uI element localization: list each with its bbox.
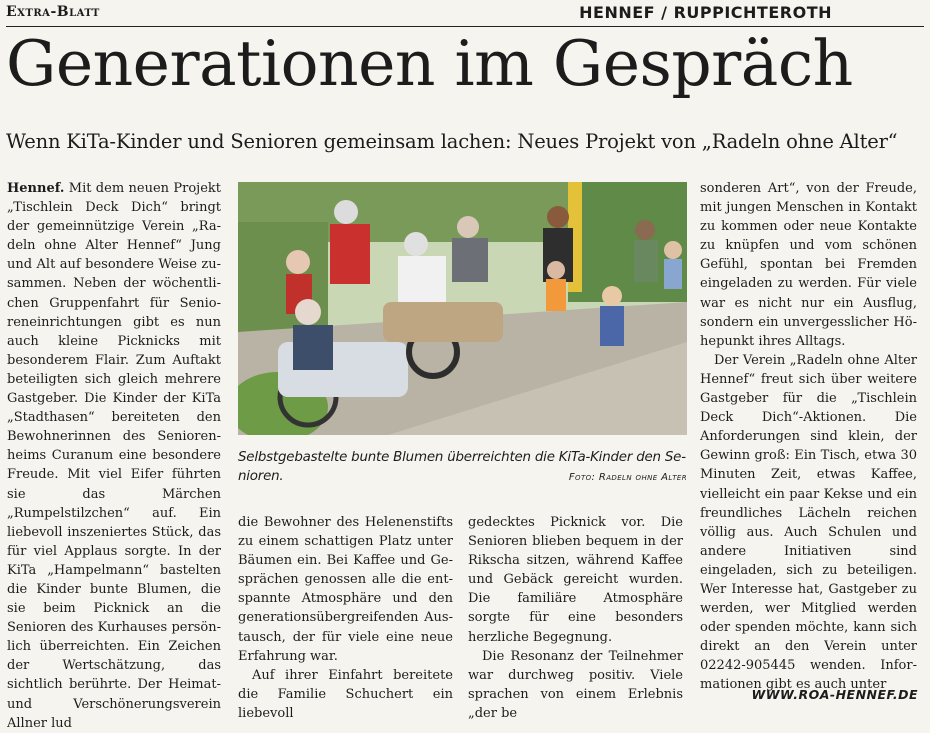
masthead-bar <box>6 0 924 27</box>
column-2 <box>238 513 453 723</box>
paragraph: Die Resonanz der Teilnehmer war durchweg positiv. Viele sprachen von einem Erlebnis „der be <box>468 648 683 721</box>
paragraph <box>7 179 221 733</box>
paragraph: sonderen Art“, von der Freude, mit jungen Menschen in Kontakt zu kommen oder neue Kontakte zu knüpfen und vom schönen Gefühl, spontan bei Fremden eingeladen zu werden. Für viele war es nicht nur ein Ausflug, sondern ein unvergesslicher Höhepunkt ihres Alltags. <box>700 181 917 349</box>
paragraph: Auf ihrer Einfahrt bereitete die Familie Schuchert ein liebevoll <box>238 667 453 721</box>
region-label: HENNEF / RUPPICHTEROTH <box>579 3 832 22</box>
article-photo <box>238 182 687 435</box>
photo-credit: Foto: Radeln ohne Alter <box>568 472 687 483</box>
dateline: Hennef. <box>7 181 65 196</box>
section-label: Extra-Blatt <box>6 4 100 20</box>
article-headline: Generationen im Gespräch <box>6 27 853 100</box>
article-subheadline: Wenn KiTa-Kinder und Senioren gemeinsam lachen: Neues Projekt von „Radeln ohne Alter“ <box>6 130 898 153</box>
paragraph: gedecktes Picknick vor. Die Senioren blieben bequem in der Rikscha sitzen, während Kaffee und Gebäck gereicht wurden. Die familiäre Atmosphäre sorgte für eine besonders herzliche Begegnung. <box>468 515 683 645</box>
paragraph-text: Mit dem neuen Projekt „Tischlein Deck Dich“ bringt der gemeinnützige Verein „Radeln ohne Alter Hennef“ Jung und Alt auf besondere Weise zusammen. Neben der wöchentlichen Gruppenfahrt für Senioreneinrichtungen gibt es nun auch kleine Picknicks mit besonderem Flair. Zum Auftakt beteiligten sich gleich mehrere Gastgeber. Die Kinder der KiTa „Stadthasen“ bereiteten den Bewohnerinnen des Seniorenheims Curanum eine besondere Freude. Mit viel Eifer führten sie das Märchen „Rumpelstilzchen“ auf. Ein liebevoll inszeniertes Stück, das für viel Applaus sorgte. In der KiTa „Hampelmann“ bastelten die Kinder bunte Blumen, die sie beim Picknick an die Senioren des Kurhauses persönlich überreichten. Ein Zeichen der Wertschätzung, das sichtlich berührte. Der Heimat- und Verschönerungsverein Allner lud <box>7 181 221 731</box>
paragraph: die Bewohner des Helenenstifts zu einem schattigen Platz unter Bäumen ein. Bei Kaffee und Gesprächen genossen alle die entspannte Atmosphäre und den generationsübergreifenden Austausch, der für viele eine neue Erfahrung war. <box>238 515 453 664</box>
photo-illustration <box>238 182 687 435</box>
paragraph: Der Verein „Radeln ohne Alter Hennef“ freut sich über weitere Gastgeber für die „Tischlein Deck Dich“-Aktionen. Die Anforderungen sind klein, der Gewinn groß: Ein Tisch, etwa 30 Minuten Zeit, etwas Kaffee, vielleicht ein paar Kekse und ein freundliches Lächeln reichen völlig aus. Auch Schulen und andere Initiativen sind eingeladen, sich zu beteiligen. Wer Interesse hat, Gastgeber zu werden, wer Mitglied werden oder spenden möchte, kann sich direkt an den Verein unter 02242-905445 wenden. Informationen gibt es auch unter <box>700 352 917 693</box>
column-3 <box>468 513 683 723</box>
column-4 <box>700 179 917 695</box>
website-link[interactable]: WWW.ROA-HENNEF.DE <box>751 687 918 702</box>
photo-caption: Selbstgebastelte bunte Blumen überreichten die KiTa-Kinder den Senioren. <box>238 450 687 484</box>
column-1 <box>7 179 221 733</box>
